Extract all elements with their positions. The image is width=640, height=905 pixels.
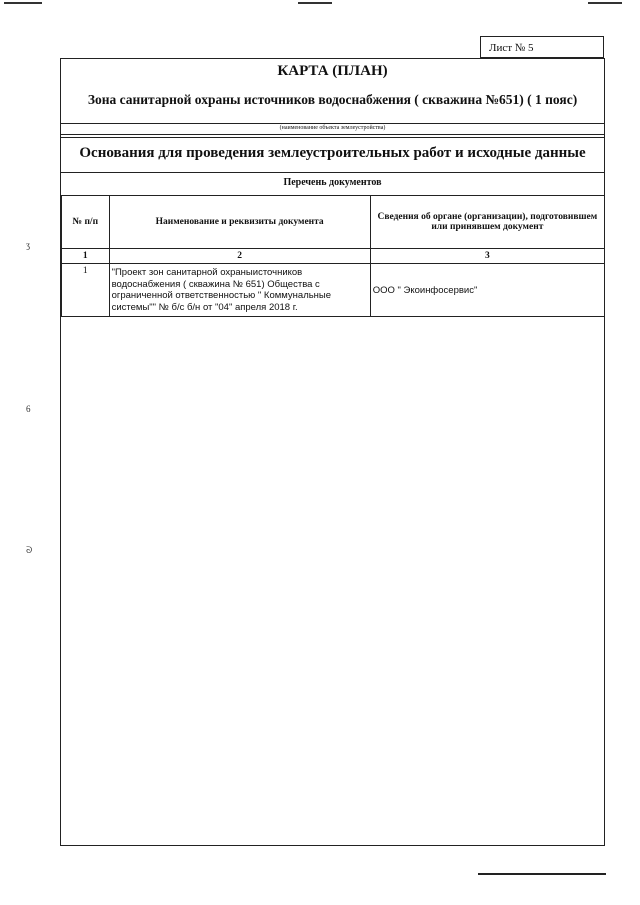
column-number-row <box>62 249 605 264</box>
document-name: "Проект зон санитарной охраныисточников водоснабжения ( скважина № 651) Общества с ограниченной ответственностью " Коммунальные системы"" № б/с б/н от "04" апреля 2018 г. <box>109 264 370 317</box>
divider <box>61 137 604 138</box>
table-header-row <box>62 196 605 249</box>
column-number: 3 <box>370 249 604 264</box>
column-number: 2 <box>109 249 370 264</box>
margin-mark: ʒ <box>26 240 30 250</box>
object-caption: (наименование объекта землеустройства) <box>279 125 386 131</box>
margin-mark: ᘐ <box>26 545 33 555</box>
sheet-number <box>480 36 604 58</box>
divider <box>61 134 604 135</box>
column-header-num: № п/п <box>62 196 110 249</box>
page-subtitle: Зона санитарной охраны источников водоснабжения ( скважина №651) ( 1 пояс) <box>87 92 578 107</box>
column-header-organization: Сведения об органе (организации), подготовившем или принявшем документ <box>370 196 604 249</box>
section-title: Основания для проведения землеустроительных работ и исходные данные <box>79 145 586 161</box>
column-number: 1 <box>62 249 110 264</box>
column-header-document: Наименование и реквизиты документа <box>109 196 370 249</box>
list-title: Перечень документов <box>283 177 382 188</box>
scan-mark-right <box>588 2 622 4</box>
table-row <box>62 264 605 317</box>
divider <box>61 123 604 124</box>
documents-table <box>61 195 605 317</box>
margin-mark: 6 <box>26 404 31 414</box>
sheet-number-label: Лист № 5 <box>489 42 534 54</box>
scan-mark-center <box>298 2 332 4</box>
bottom-line <box>478 873 606 875</box>
page-title: КАРТА (ПЛАН) <box>277 63 388 79</box>
scan-mark-left <box>4 2 42 4</box>
divider <box>61 172 604 173</box>
organization-name: ООО " Экоинфосервис" <box>370 264 604 317</box>
row-number: 1 <box>62 264 110 317</box>
document-frame <box>60 58 605 846</box>
